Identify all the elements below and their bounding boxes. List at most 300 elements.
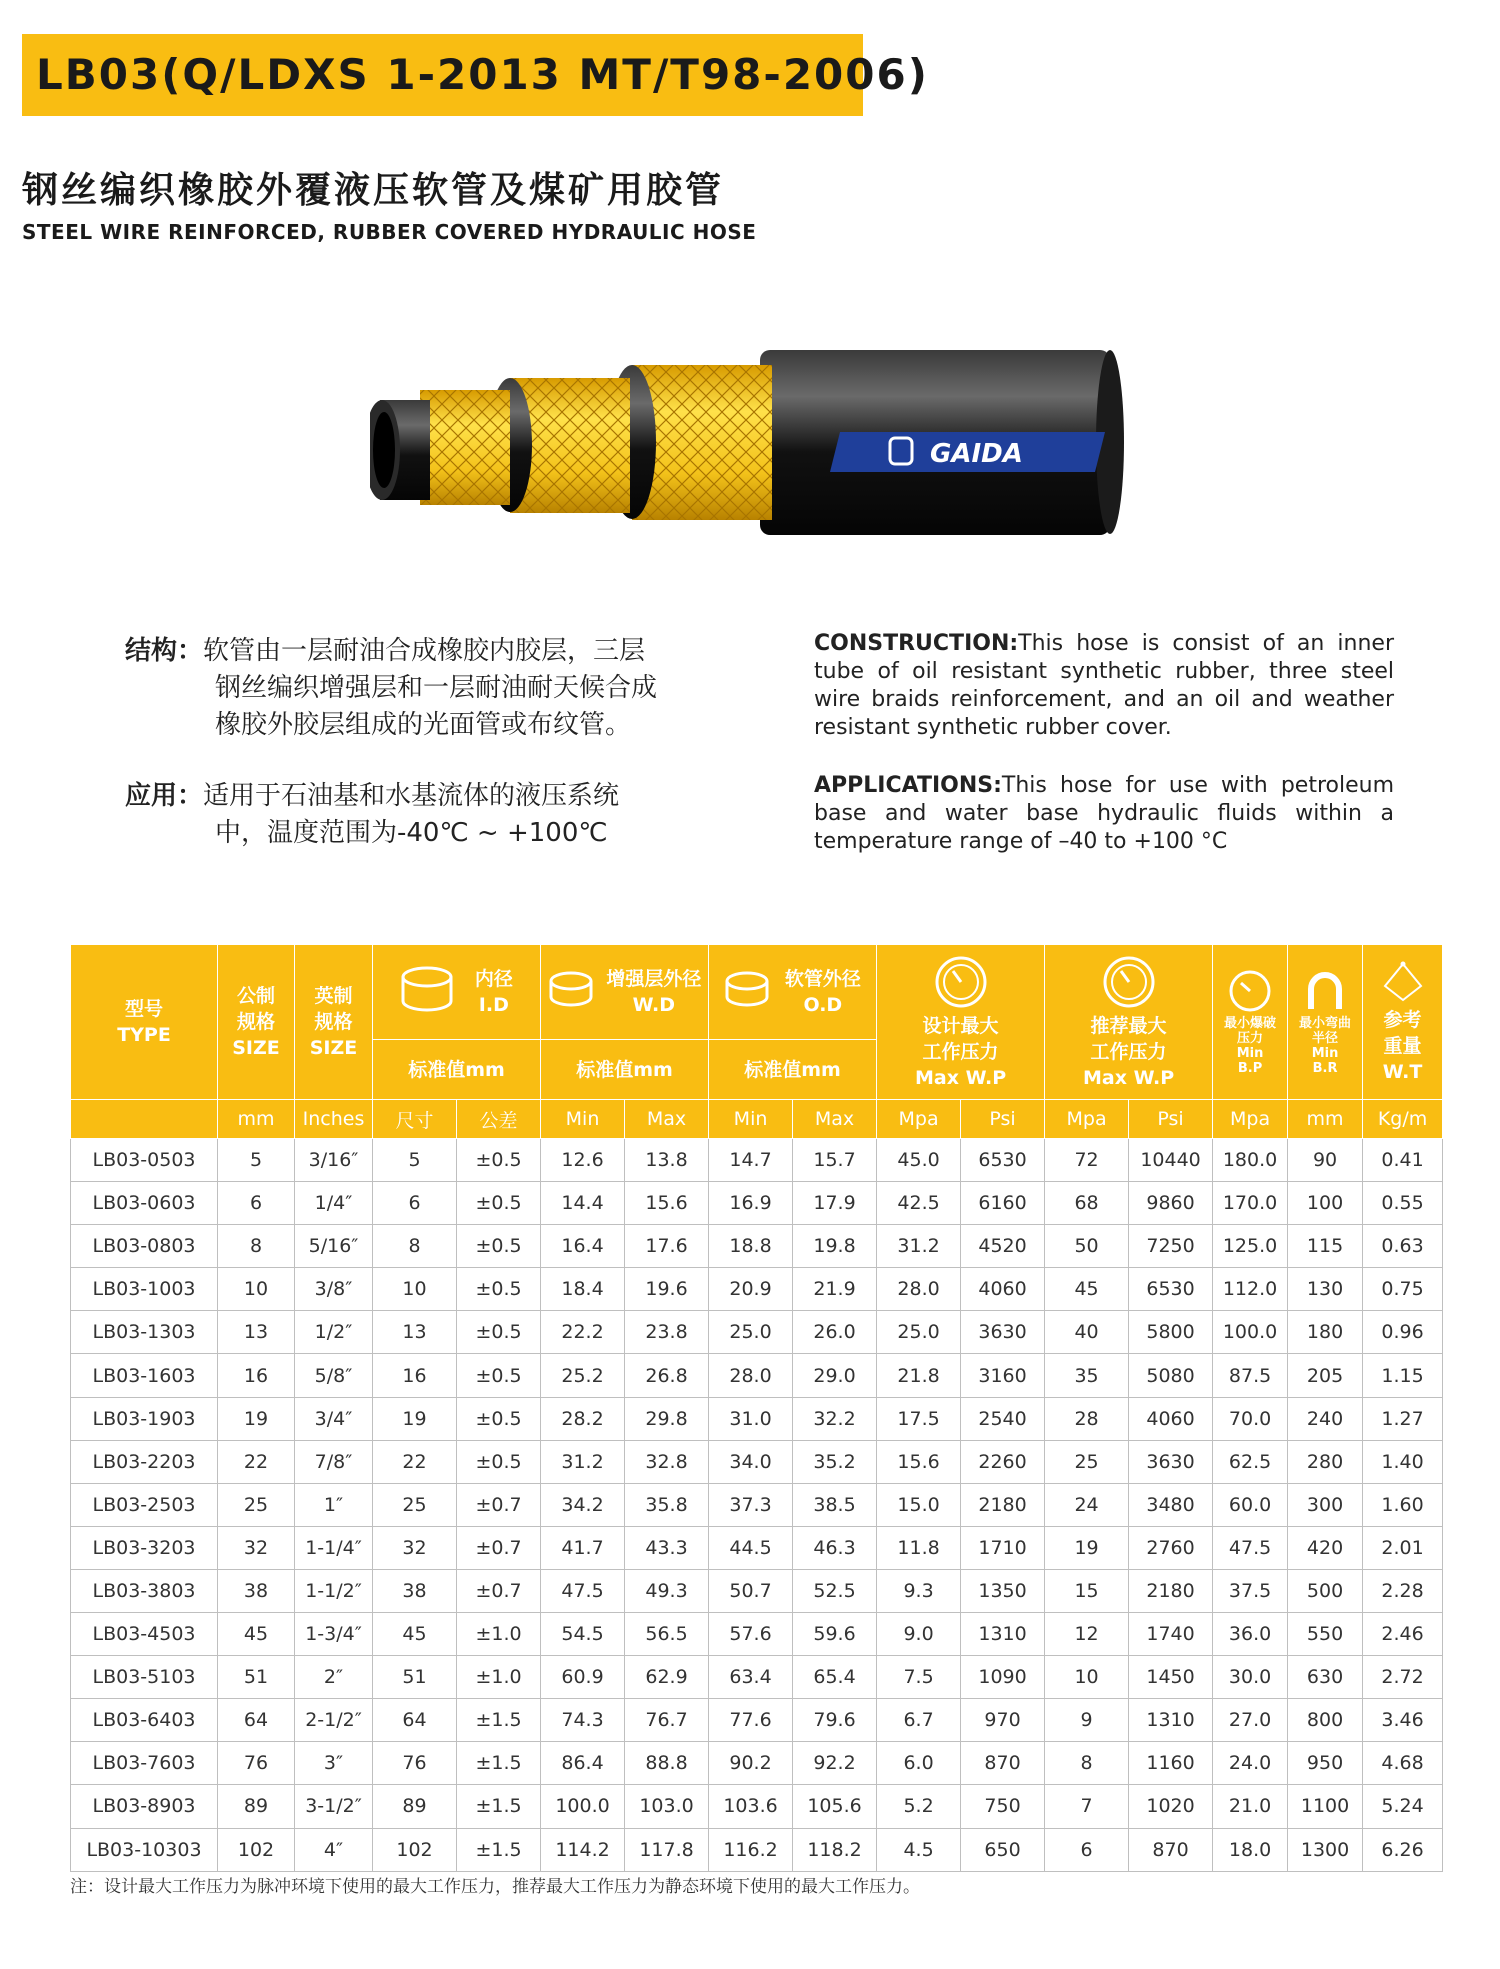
en-application-label: APPLICATIONS:	[814, 773, 1002, 798]
table-cell: 35.8	[625, 1483, 709, 1526]
type-cell: LB03-1003	[71, 1268, 218, 1311]
type-cell: LB03-6403	[71, 1699, 218, 1742]
table-row	[71, 1397, 1443, 1440]
table-cell: 59.6	[793, 1613, 877, 1656]
table-cell: ±0.7	[457, 1569, 541, 1612]
table-cell: 8	[1045, 1742, 1129, 1785]
table-row	[71, 1699, 1443, 1742]
table-cell: 12.6	[541, 1139, 625, 1182]
spec-table-body	[71, 1139, 1443, 1872]
table-cell: 0.75	[1363, 1268, 1443, 1311]
table-row	[71, 1354, 1443, 1397]
table-cell: 29.0	[793, 1354, 877, 1397]
table-cell: 70.0	[1213, 1397, 1288, 1440]
table-cell: 3/8″	[295, 1268, 373, 1311]
table-cell: 6.0	[877, 1742, 961, 1785]
type-cell: LB03-4503	[71, 1613, 218, 1656]
table-cell: 4060	[1129, 1397, 1213, 1440]
table-cell: 64	[373, 1699, 457, 1742]
english-title: STEEL WIRE REINFORCED, RUBBER COVERED HYDRAULIC HOSE	[22, 220, 757, 244]
table-cell: 45	[373, 1613, 457, 1656]
table-cell: 34.2	[541, 1483, 625, 1526]
table-cell: ±0.5	[457, 1354, 541, 1397]
table-row	[71, 1268, 1443, 1311]
table-cell: 30.0	[1213, 1656, 1288, 1699]
cn-construction-label: 结构：	[125, 636, 204, 666]
table-cell: 2.28	[1363, 1569, 1443, 1612]
table-cell: 14.7	[709, 1139, 793, 1182]
table-cell: 35	[1045, 1354, 1129, 1397]
std-mm-id: 标准值mm	[373, 1040, 541, 1100]
col-burst-pressure: 最小爆破 压力 Min B.P	[1213, 945, 1288, 1100]
table-row	[71, 1483, 1443, 1526]
table-cell: 125.0	[1213, 1225, 1288, 1268]
table-cell: 1/4″	[295, 1182, 373, 1225]
col-size-inch: 英制 规格 SIZE	[295, 945, 373, 1100]
table-cell: 4″	[295, 1828, 373, 1871]
table-cell: 18.8	[709, 1225, 793, 1268]
table-cell: 32.8	[625, 1440, 709, 1483]
table-cell: 13	[218, 1311, 295, 1354]
table-cell: 1.27	[1363, 1397, 1443, 1440]
table-cell: 2.46	[1363, 1613, 1443, 1656]
table-cell: 25	[1045, 1440, 1129, 1483]
unit-cell: Min	[709, 1100, 793, 1139]
table-cell: 240	[1288, 1397, 1363, 1440]
table-cell: ±0.5	[457, 1397, 541, 1440]
table-cell: 15.7	[793, 1139, 877, 1182]
cn-application-line: 中，温度范围为-40℃ ~ +100℃	[215, 818, 608, 848]
table-cell: 17.6	[625, 1225, 709, 1268]
unit-cell: Mpa	[1045, 1100, 1129, 1139]
en-application	[814, 772, 1394, 856]
type-cell: LB03-1603	[71, 1354, 218, 1397]
table-cell: 103.0	[625, 1785, 709, 1828]
table-cell: 37.5	[1213, 1569, 1288, 1612]
table-cell: 3/4″	[295, 1397, 373, 1440]
col-type: 型号 TYPE	[71, 945, 218, 1100]
table-row	[71, 1569, 1443, 1612]
table-cell: 0.96	[1363, 1311, 1443, 1354]
col-recommended-max-wp: 推荐最大 工作压力 Max W.P	[1045, 945, 1213, 1100]
table-cell: 23.8	[625, 1311, 709, 1354]
table-cell: 35.2	[793, 1440, 877, 1483]
table-cell: 52.5	[793, 1569, 877, 1612]
table-cell: 62.9	[625, 1656, 709, 1699]
table-cell: 7250	[1129, 1225, 1213, 1268]
table-cell: 46.3	[793, 1526, 877, 1569]
table-cell: 3480	[1129, 1483, 1213, 1526]
table-cell: 2″	[295, 1656, 373, 1699]
unit-cell: Min	[541, 1100, 625, 1139]
table-cell: ±1.5	[457, 1828, 541, 1871]
unit-cell: mm	[218, 1100, 295, 1139]
table-cell: 2.01	[1363, 1526, 1443, 1569]
unit-cell: mm	[1288, 1100, 1363, 1139]
table-cell: 2180	[1129, 1569, 1213, 1612]
table-cell: 3/16″	[295, 1139, 373, 1182]
table-cell: 5080	[1129, 1354, 1213, 1397]
table-cell: 19	[218, 1397, 295, 1440]
table-cell: 1350	[961, 1569, 1045, 1612]
table-cell: 1450	[1129, 1656, 1213, 1699]
table-cell: ±1.5	[457, 1742, 541, 1785]
table-cell: 1310	[961, 1613, 1045, 1656]
table-cell: 11.8	[877, 1526, 961, 1569]
table-cell: 16.9	[709, 1182, 793, 1225]
cn-construction	[125, 633, 657, 744]
table-cell: ±0.5	[457, 1440, 541, 1483]
unit-cell: 公差	[457, 1100, 541, 1139]
type-cell: LB03-7603	[71, 1742, 218, 1785]
table-cell: 25.0	[709, 1311, 793, 1354]
table-cell: 5.24	[1363, 1785, 1443, 1828]
table-cell: 38.5	[793, 1483, 877, 1526]
table-cell: 9860	[1129, 1182, 1213, 1225]
en-construction-label: CONSTRUCTION:	[814, 631, 1019, 656]
table-cell: 17.9	[793, 1182, 877, 1225]
table-cell: 5	[373, 1139, 457, 1182]
col-size-metric: 公制 规格 SIZE	[218, 945, 295, 1100]
table-cell: 115	[1288, 1225, 1363, 1268]
table-cell: 65.4	[793, 1656, 877, 1699]
table-cell: 90.2	[709, 1742, 793, 1785]
table-cell: 32	[218, 1526, 295, 1569]
table-row	[71, 1656, 1443, 1699]
table-cell: 15.6	[625, 1182, 709, 1225]
table-cell: 0.63	[1363, 1225, 1443, 1268]
table-cell: 26.8	[625, 1354, 709, 1397]
table-cell: 6530	[961, 1139, 1045, 1182]
table-cell: 1020	[1129, 1785, 1213, 1828]
table-cell: 25.2	[541, 1354, 625, 1397]
table-cell: 77.6	[709, 1699, 793, 1742]
table-cell: 76	[218, 1742, 295, 1785]
table-cell: 2.72	[1363, 1656, 1443, 1699]
table-cell: 10	[373, 1268, 457, 1311]
type-cell: LB03-0803	[71, 1225, 218, 1268]
table-cell: 56.5	[625, 1613, 709, 1656]
type-cell: LB03-3203	[71, 1526, 218, 1569]
table-cell: 9.3	[877, 1569, 961, 1612]
table-row	[71, 1139, 1443, 1182]
table-cell: 60.0	[1213, 1483, 1288, 1526]
type-cell: LB03-8903	[71, 1785, 218, 1828]
en-construction	[814, 630, 1394, 742]
table-cell: 7	[1045, 1785, 1129, 1828]
table-cell: 1-1/4″	[295, 1526, 373, 1569]
table-cell: 870	[1129, 1828, 1213, 1871]
table-cell: 19	[373, 1397, 457, 1440]
table-cell: 10	[1045, 1656, 1129, 1699]
unit-cell: Mpa	[1213, 1100, 1288, 1139]
table-cell: 100.0	[1213, 1311, 1288, 1354]
table-row	[71, 1742, 1443, 1785]
table-cell: 650	[961, 1828, 1045, 1871]
unit-cell: Psi	[1129, 1100, 1213, 1139]
table-cell: 3630	[961, 1311, 1045, 1354]
table-cell: ±1.0	[457, 1656, 541, 1699]
table-cell: 1-1/2″	[295, 1569, 373, 1612]
col-design-max-wp: 设计最大 工作压力 Max W.P	[877, 945, 1045, 1100]
pressure-gauge-icon	[933, 954, 989, 1010]
table-cell: 88.8	[625, 1742, 709, 1785]
table-cell: 22	[218, 1440, 295, 1483]
spec-table	[70, 944, 1443, 1872]
table-row	[71, 1182, 1443, 1225]
table-cell: 1300	[1288, 1828, 1363, 1871]
table-cell: 0.55	[1363, 1182, 1443, 1225]
table-cell: 2260	[961, 1440, 1045, 1483]
table-cell: 79.6	[793, 1699, 877, 1742]
table-row	[71, 1613, 1443, 1656]
table-cell: 1100	[1288, 1785, 1363, 1828]
type-cell: LB03-0503	[71, 1139, 218, 1182]
table-cell: 10	[218, 1268, 295, 1311]
table-cell: ±1.0	[457, 1613, 541, 1656]
table-cell: 1090	[961, 1656, 1045, 1699]
table-cell: 28	[1045, 1397, 1129, 1440]
type-cell: LB03-1903	[71, 1397, 218, 1440]
cn-application-line: 适用于石油基和水基流体的液压系统	[203, 781, 620, 811]
table-cell: 22	[373, 1440, 457, 1483]
table-cell: 280	[1288, 1440, 1363, 1483]
table-cell: 4060	[961, 1268, 1045, 1311]
col-bend-radius: 最小弯曲 半径 Min B.R	[1288, 945, 1363, 1100]
table-cell: 118.2	[793, 1828, 877, 1871]
table-cell: 19.6	[625, 1268, 709, 1311]
table-cell: 42.5	[877, 1182, 961, 1225]
table-cell: ±0.5	[457, 1311, 541, 1354]
table-cell: 970	[961, 1699, 1045, 1742]
table-row	[71, 1828, 1443, 1871]
table-cell: 6	[373, 1182, 457, 1225]
table-cell: 116.2	[709, 1828, 793, 1871]
col-weight: 参考 重量 W.T	[1363, 945, 1443, 1100]
table-cell: ±1.5	[457, 1785, 541, 1828]
table-cell: 15.0	[877, 1483, 961, 1526]
type-cell: LB03-10303	[71, 1828, 218, 1871]
hose-product-image	[370, 340, 1130, 580]
table-cell: 47.5	[541, 1569, 625, 1612]
table-cell: ±0.5	[457, 1139, 541, 1182]
table-cell: 25.0	[877, 1311, 961, 1354]
brand-name: GAIDA	[930, 439, 1023, 469]
type-cell: LB03-2203	[71, 1440, 218, 1483]
table-cell: 130	[1288, 1268, 1363, 1311]
std-mm-od: 标准值mm	[709, 1040, 877, 1100]
table-cell: 103.6	[709, 1785, 793, 1828]
table-cell: 8	[218, 1225, 295, 1268]
weight-icon	[1381, 960, 1425, 1004]
table-cell: 49.3	[625, 1569, 709, 1612]
table-cell: 21.0	[1213, 1785, 1288, 1828]
table-cell: 205	[1288, 1354, 1363, 1397]
table-cell: 5/16″	[295, 1225, 373, 1268]
table-cell: 18.4	[541, 1268, 625, 1311]
table-cell: 63.4	[709, 1656, 793, 1699]
product-code-title: LB03(Q/LDXS 1-2013 MT/T98-2006)	[36, 50, 929, 99]
unit-cell: Max	[625, 1100, 709, 1139]
table-cell: 870	[961, 1742, 1045, 1785]
table-cell: 36.0	[1213, 1613, 1288, 1656]
table-cell: 19	[1045, 1526, 1129, 1569]
table-cell: 87.5	[1213, 1354, 1288, 1397]
table-cell: 4.68	[1363, 1742, 1443, 1785]
type-cell: LB03-3803	[71, 1569, 218, 1612]
table-cell: 100.0	[541, 1785, 625, 1828]
table-cell: 45	[218, 1613, 295, 1656]
table-cell: 44.5	[709, 1526, 793, 1569]
table-cell: 21.8	[877, 1354, 961, 1397]
table-cell: 6	[218, 1182, 295, 1225]
unit-cell: 尺寸	[373, 1100, 457, 1139]
cn-construction-line: 软管由一层耐油合成橡胶内胶层，三层	[203, 636, 646, 666]
col-od: 软管外径 O.D	[709, 945, 877, 1040]
table-cell: 3.46	[1363, 1699, 1443, 1742]
table-cell: 26.0	[793, 1311, 877, 1354]
table-cell: 21.9	[793, 1268, 877, 1311]
table-cell: 550	[1288, 1613, 1363, 1656]
table-cell: 0.41	[1363, 1139, 1443, 1182]
table-cell: 43.3	[625, 1526, 709, 1569]
table-cell: 17.5	[877, 1397, 961, 1440]
table-cell: 3-1/2″	[295, 1785, 373, 1828]
table-cell: 1.40	[1363, 1440, 1443, 1483]
table-cell: ±0.5	[457, 1268, 541, 1311]
table-cell: 38	[218, 1569, 295, 1612]
table-cell: 1″	[295, 1483, 373, 1526]
table-cell: ±0.7	[457, 1483, 541, 1526]
table-cell: 7.5	[877, 1656, 961, 1699]
bend-radius-icon	[1303, 969, 1347, 1013]
table-cell: 5/8″	[295, 1354, 373, 1397]
table-cell: 3″	[295, 1742, 373, 1785]
table-cell: 102	[373, 1828, 457, 1871]
table-cell: 750	[961, 1785, 1045, 1828]
table-cell: 3160	[961, 1354, 1045, 1397]
table-cell: 28.2	[541, 1397, 625, 1440]
type-cell: LB03-1303	[71, 1311, 218, 1354]
table-cell: 50.7	[709, 1569, 793, 1612]
table-row	[71, 1225, 1443, 1268]
table-row	[71, 1440, 1443, 1483]
table-cell: 1/2″	[295, 1311, 373, 1354]
table-cell: 45	[1045, 1268, 1129, 1311]
table-cell: 76	[373, 1742, 457, 1785]
table-cell: 5800	[1129, 1311, 1213, 1354]
title-bar	[22, 34, 929, 116]
table-cell: 16	[373, 1354, 457, 1397]
pressure-gauge-icon	[1101, 954, 1157, 1010]
table-cell: 4.5	[877, 1828, 961, 1871]
table-cell: 31.2	[541, 1440, 625, 1483]
table-cell: 68	[1045, 1182, 1129, 1225]
table-cell: 31.0	[709, 1397, 793, 1440]
table-cell: 54.5	[541, 1613, 625, 1656]
table-cell: 18.0	[1213, 1828, 1288, 1871]
table-cell: 60.9	[541, 1656, 625, 1699]
chinese-title: 钢丝编织橡胶外覆液压软管及煤矿用胶管	[22, 170, 725, 211]
table-cell: 114.2	[541, 1828, 625, 1871]
unit-cell: Psi	[961, 1100, 1045, 1139]
table-cell: 45.0	[877, 1139, 961, 1182]
table-cell: 300	[1288, 1483, 1363, 1526]
table-cell: 9.0	[877, 1613, 961, 1656]
table-cell: 6160	[961, 1182, 1045, 1225]
table-cell: 28.0	[709, 1354, 793, 1397]
table-cell: 180	[1288, 1311, 1363, 1354]
table-cell: 22.2	[541, 1311, 625, 1354]
table-cell: 100	[1288, 1182, 1363, 1225]
table-cell: 62.5	[1213, 1440, 1288, 1483]
table-cell: 29.8	[625, 1397, 709, 1440]
table-cell: 86.4	[541, 1742, 625, 1785]
table-cell: 500	[1288, 1569, 1363, 1612]
table-cell: 74.3	[541, 1699, 625, 1742]
table-cell: 2-1/2″	[295, 1699, 373, 1742]
table-cell: 117.8	[625, 1828, 709, 1871]
table-cell: 420	[1288, 1526, 1363, 1569]
table-cell: 2760	[1129, 1526, 1213, 1569]
table-cell: 1160	[1129, 1742, 1213, 1785]
table-cell: 76.7	[625, 1699, 709, 1742]
table-cell: 47.5	[1213, 1526, 1288, 1569]
table-cell: 102	[218, 1828, 295, 1871]
table-cell: 6	[1045, 1828, 1129, 1871]
table-row	[71, 1311, 1443, 1354]
table-cell: 64	[218, 1699, 295, 1742]
table-cell: 1.60	[1363, 1483, 1443, 1526]
table-cell: ±0.7	[457, 1526, 541, 1569]
table-cell: 14.4	[541, 1182, 625, 1225]
table-cell: 38	[373, 1569, 457, 1612]
table-cell: 32.2	[793, 1397, 877, 1440]
table-cell: 6.26	[1363, 1828, 1443, 1871]
burst-gauge-icon	[1228, 969, 1272, 1013]
table-cell: 950	[1288, 1742, 1363, 1785]
table-cell: 89	[218, 1785, 295, 1828]
table-cell: 6.7	[877, 1699, 961, 1742]
table-cell: 1-3/4″	[295, 1613, 373, 1656]
table-cell: 72	[1045, 1139, 1129, 1182]
table-cell: 57.6	[709, 1613, 793, 1656]
table-cell: 28.0	[877, 1268, 961, 1311]
table-cell: 51	[218, 1656, 295, 1699]
type-cell: LB03-5103	[71, 1656, 218, 1699]
cn-construction-line: 钢丝编织增强层和一层耐油耐天候合成	[215, 673, 658, 703]
table-cell: 2180	[961, 1483, 1045, 1526]
en-application-text: This hose for use with petroleum base and water base hydraulic fluids within a temperature range of –40 to +100 °C	[814, 773, 1394, 854]
unit-cell: Mpa	[877, 1100, 961, 1139]
table-cell: 25	[373, 1483, 457, 1526]
type-cell: LB03-0603	[71, 1182, 218, 1225]
table-cell: 25	[218, 1483, 295, 1526]
en-construction-text: This hose is consist of an inner tube of oil resistant synthetic rubber, three steel wire braids reinforcement, and an oil and weather resistant synthetic rubber cover.	[814, 631, 1394, 740]
table-cell: 24	[1045, 1483, 1129, 1526]
table-cell: 9	[1045, 1699, 1129, 1742]
table-row	[71, 1785, 1443, 1828]
unit-cell: Inches	[295, 1100, 373, 1139]
table-cell: 12	[1045, 1613, 1129, 1656]
table-cell: 2540	[961, 1397, 1045, 1440]
table-cell: 13	[373, 1311, 457, 1354]
table-cell: 50	[1045, 1225, 1129, 1268]
table-cell: 13.8	[625, 1139, 709, 1182]
table-cell: 7/8″	[295, 1440, 373, 1483]
table-cell: 24.0	[1213, 1742, 1288, 1785]
table-cell: 8	[373, 1225, 457, 1268]
